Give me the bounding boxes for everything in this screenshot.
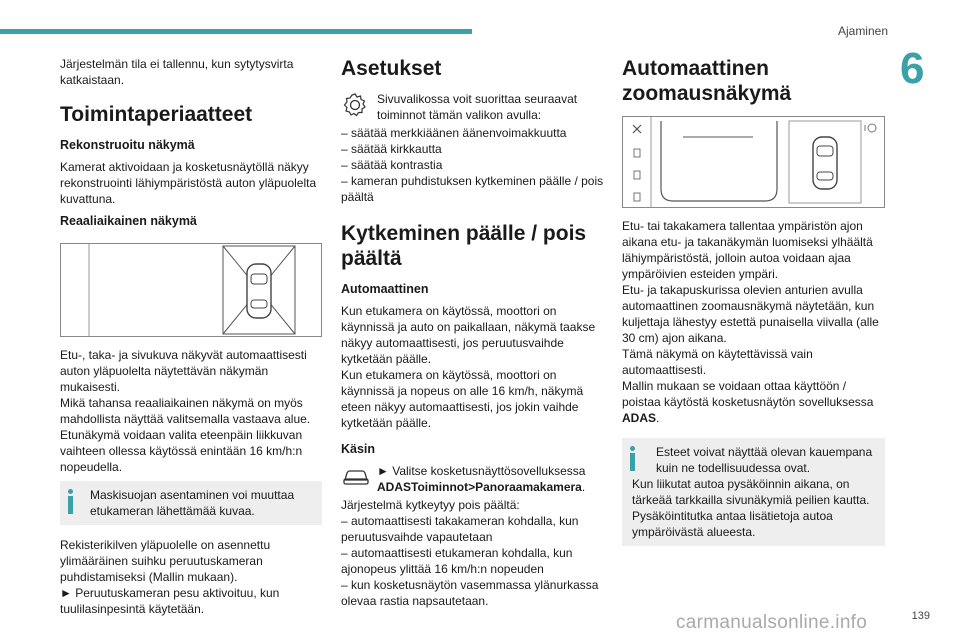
header-accent-bar — [0, 29, 472, 34]
off-item: – automaattisesti etukameran kohdalla, kun ajonopeus ylittää 16 km/h:n nopeuden — [341, 546, 573, 576]
realtime-view-figure — [60, 243, 322, 337]
info-note-text: Maskisuojan asentaminen voi muuttaa etukameran lähettämää kuvaa. — [90, 488, 295, 518]
paragraph-realtime-a: Etu-, taka- ja sivukuva näkyvät automaattisesti auton yläpuolelta näytettävän näkymän mukaisesti. — [60, 348, 307, 394]
settings-item: – kameran puhdistuksen kytkeminen päälle / pois päältä — [341, 174, 604, 204]
off-intro: Järjestelmä kytkeytyy pois päältä: — [341, 498, 520, 512]
zoom-view-figure — [622, 116, 885, 208]
settings-intro-row — [341, 91, 604, 123]
settings-icon[interactable] — [865, 124, 876, 132]
heading-zoomausnakyma: Automaattinen zoomausnäkymä — [622, 57, 792, 105]
paragraph-zoom-d-text: Mallin mukaan se voidaan ottaa käyttöön / poistaa käytöstä kosketusnäytön sovelluksessa — [622, 379, 874, 409]
car-topview-icon — [247, 264, 271, 318]
zoom-note-b: Kun liikutat autoa pysäköinnin aikana, on tärkeää tarkkailla sivunäkymiä peilien kautta. — [632, 477, 870, 507]
paragraph-washer: Rekisterikilven yläpuolelle on asennettu ylimääräinen suihku peruutuskameran puhdistamiseksi (Mallin mukaan). — [60, 538, 271, 584]
paragraph-zoom-d-suffix: . — [656, 411, 660, 425]
car-topview-icon — [813, 137, 837, 189]
off-item: – automaattisesti takakameran kohdalla, kun peruutusvaihde vapautetaan — [341, 514, 579, 544]
paragraph-zoom-b: Etu- ja takapuskurissa olevien anturien avulla automaattinen zoomausnäkymä näytetään, kun kuljettaja lähestyy estettä punaisella viivalla (alle 30 cm) ajon aikana. — [622, 283, 879, 345]
watermark: carmanualsonline.info — [676, 612, 868, 633]
paragraph-auto-1: Kun etukamera on käytössä, moottori on käynnissä ja auto on paikallaan, näkymä taakse näkyy automaattisesti, jos peruutusvaihde kytketään päälle. — [341, 304, 596, 366]
column-3 — [622, 56, 885, 556]
paragraph-realtime-b: Mikä tahansa reaaliaikainen näkymä on myös mahdollista näyttää valitsemalla vastaava alue. — [60, 396, 311, 426]
subheading-automaattinen: Automaattinen — [341, 282, 429, 296]
settings-list — [341, 125, 604, 205]
paragraph-rekonstruoitu: Kamerat aktivoidaan ja kosketusnäytöllä näkyy rekonstruointi lähiympäristöstä auton yläpuolelta kuvattuna. — [60, 160, 317, 206]
close-icon — [633, 125, 641, 133]
manual-step-path: ADASToiminnot>Panoraamakamera — [377, 480, 582, 494]
zoom-view-diagram — [623, 117, 884, 207]
paragraph-zoom-d — [622, 378, 885, 426]
column-1 — [60, 56, 322, 623]
manual-step-suffix: . — [581, 480, 586, 494]
page-number: 139 — [911, 610, 930, 622]
info-note — [60, 481, 322, 525]
off-item: – kun kosketusnäytön vasemmassa ylänurkassa olevaa rastia napsautetaan. — [341, 578, 599, 608]
info-icon — [630, 446, 636, 472]
heading-kytkeminen: Kytkeminen päälle / pois päältä — [341, 222, 587, 270]
manual-step-row — [341, 463, 604, 495]
zoom-info-note — [622, 438, 885, 546]
paragraph-zoom-c: Tämä näkymä on käytettävissä vain automaattisesti. — [622, 347, 813, 377]
car-icon — [341, 463, 377, 493]
paragraph-auto-2: Kun etukamera on käytössä, moottori on käynnissä ja nopeus on alle 16 km/h, näkymä eteen näkyy automaattisesti, jos jokin vaihde kytketään päälle. — [341, 368, 584, 430]
info-icon — [68, 489, 74, 515]
off-list — [341, 513, 604, 609]
subheading-kasin: Käsin — [341, 442, 376, 456]
realtime-view-diagram — [61, 244, 321, 336]
paragraph-zoom-a: Etu- tai takakamera tallentaa ympäristön ajon aikana etu- ja takanäkymän luomiseksi ylhäältä lähiympäristöstä, jolloin autoa voidaan ajaa ympäröivien esteiden ympäri. — [622, 219, 873, 281]
settings-item: – säätää kirkkautta — [341, 142, 442, 156]
paragraph-realtime-c: Etunäkymä voidaan valita eteenpäin liikkuvan vaihteen ollessa käytössä enintään 16 km/h:n nopeudella. — [60, 428, 303, 474]
manual-step-prefix: ► Valitse kosketusnäyttösovelluksessa — [377, 464, 586, 478]
settings-item: – säätää kontrastia — [341, 158, 443, 172]
chapter-number: 6 — [900, 44, 925, 93]
settings-item: – säätää merkkiäänen äänenvoimakkuutta — [341, 126, 567, 140]
zoom-note-a: Esteet voivat näyttää olevan kauempana kuin ne todellisuudessa ovat. — [656, 445, 873, 475]
subheading-reaaliaikainen: Reaaliaikainen näkymä — [60, 214, 197, 228]
sensor-icon — [634, 149, 640, 201]
paragraph-washer-step: ► Peruutuskameran pesu aktivoituu, kun tuulilasinpesintä käytetään. — [60, 586, 280, 616]
heading-toimintaperiaatteet: Toimintaperiaatteet — [60, 103, 253, 126]
intro-text: Järjestelmän tila ei tallennu, kun sytytysvirta katkaistaan. — [60, 57, 294, 87]
heading-asetukset: Asetukset — [341, 57, 442, 80]
zoom-note-c: Pysäköintitutka antaa lisätietoja autoa ympäröivästä alueesta. — [632, 509, 833, 539]
gear-icon — [341, 91, 377, 121]
manual-step-text — [377, 463, 604, 495]
column-2 — [341, 56, 604, 609]
paragraph-zoom-d-bold: ADAS — [622, 411, 657, 425]
settings-intro-text: Sivuvalikossa voit suorittaa seuraavat toiminnot tämän valikon avulla: — [377, 92, 578, 122]
subheading-rekonstruoitu: Rekonstruoitu näkymä — [60, 138, 195, 152]
section-title: Ajaminen — [837, 24, 888, 38]
